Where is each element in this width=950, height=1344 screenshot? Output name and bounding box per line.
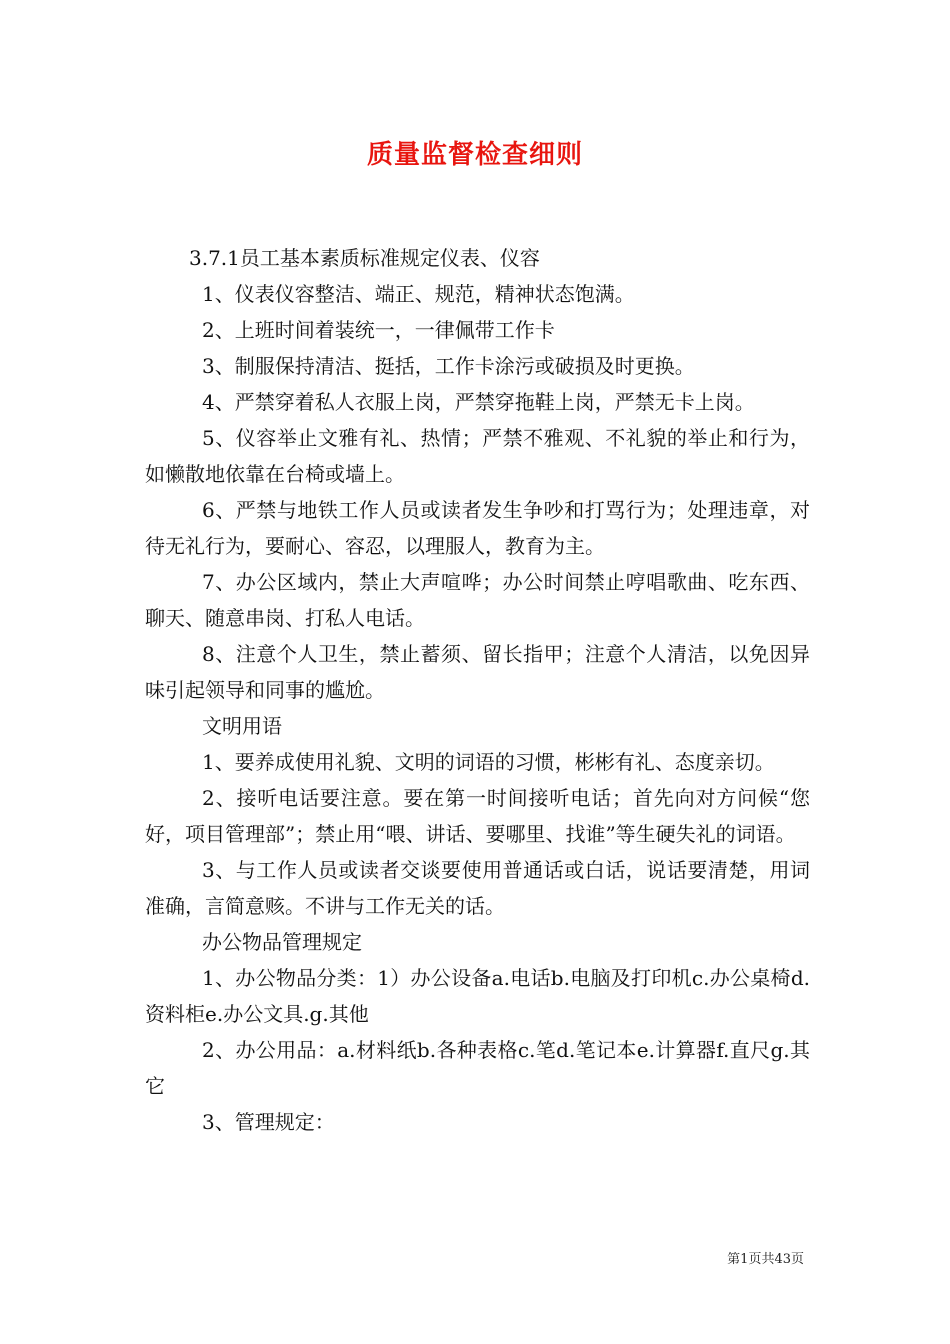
subheading-office-supplies: 办公物品管理规定 xyxy=(202,930,362,954)
subheading-civil-language: 文明用语 xyxy=(202,714,282,738)
paragraph-section-heading: 3.7.1员工基本素质标准规定仪表、仪容 xyxy=(189,246,540,270)
paragraph-supplies-2: 2、办公用品：a.材料纸b.各种表格c.笔d.笔记本e.计算器f.直尺g.其它 xyxy=(145,1038,810,1098)
paragraph-item-4: 4、严禁穿着私人衣服上岗，严禁穿拖鞋上岗，严禁无卡上岗。 xyxy=(202,390,755,414)
paragraph-item-8: 8、注意个人卫生，禁止蓄须、留长指甲；注意个人清洁，以免因异味引起领导和同事的尴尬。 xyxy=(145,642,810,702)
document-body xyxy=(145,240,810,1140)
paragraph-language-3: 3、与工作人员或读者交谈要使用普通话或白话，说话要清楚，用词准确，言简意赅。不讲与工作无关的话。 xyxy=(145,858,810,918)
paragraph-supplies-3: 3、管理规定： xyxy=(202,1110,335,1134)
paragraph-item-3: 3、制服保持清洁、挺括，工作卡涂污或破损及时更换。 xyxy=(202,354,695,378)
paragraph-language-1: 1、要养成使用礼貌、文明的词语的习惯，彬彬有礼、态度亲切。 xyxy=(202,750,775,774)
paragraph-item-2: 2、上班时间着装统一，一律佩带工作卡 xyxy=(202,318,555,342)
paragraph-supplies-1: 1、办公物品分类：1）办公设备a.电话b.电脑及打印机c.办公桌椅d.资料柜e.办公文具.g.其他 xyxy=(145,966,810,1026)
paragraph-language-2: 2、接听电话要注意。要在第一时间接听电话；首先向对方问候“您好，项目管理部”；禁止用“喂、讲话、要哪里、找谁”等生硬失礼的词语。 xyxy=(145,786,810,846)
paragraph-item-5: 5、仪容举止文雅有礼、热情；严禁不雅观、不礼貌的举止和行为，如懒散地依靠在台椅或墙上。 xyxy=(145,426,810,486)
page-number-footer: 第1页共43页 xyxy=(727,1252,804,1267)
paragraph-item-7: 7、办公区域内，禁止大声喧哗；办公时间禁止哼唱歌曲、吃东西、聊天、随意串岗、打私人电话。 xyxy=(145,570,810,630)
paragraph-item-6: 6、严禁与地铁工作人员或读者发生争吵和打骂行为；处理违章，对待无礼行为，要耐心、容忍，以理服人，教育为主。 xyxy=(145,498,810,558)
page-title: 质量监督检查细则 xyxy=(366,140,583,170)
paragraph-item-1: 1、仪表仪容整洁、端正、规范，精神状态饱满。 xyxy=(202,282,635,306)
